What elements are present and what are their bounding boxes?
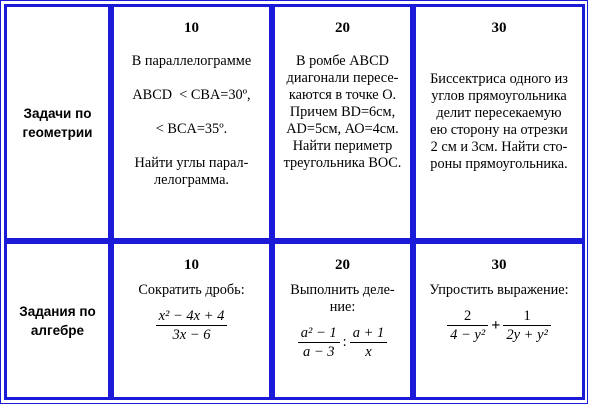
task-line: Найти периметр	[292, 138, 393, 154]
task-instruction: Сократить дробь:	[138, 282, 245, 298]
points-label: 10	[184, 257, 199, 273]
points-label: 20	[335, 257, 350, 273]
fraction-left	[298, 324, 340, 361]
task-text	[416, 282, 582, 344]
denominator: 3x − 6	[172, 327, 211, 343]
task-line: делит пересекаемую	[436, 105, 562, 121]
task-line: углов прямоугольника	[431, 88, 567, 104]
task-instruction: Упростить выражение:	[429, 282, 569, 298]
points-label: 30	[491, 20, 507, 36]
task-instruction: ние:	[329, 299, 356, 315]
algebra-label: Задания по алгебре	[19, 303, 96, 338]
task-line: 2 см и 3см. Найти сто-	[430, 139, 568, 155]
points-label: 10	[184, 20, 199, 36]
denominator: a − 3	[302, 344, 335, 360]
task-instruction: Выполнить деле-	[290, 282, 395, 298]
task-text	[275, 282, 410, 361]
geometry-task-10	[111, 4, 272, 241]
task-line: роны прямоугольника.	[430, 156, 568, 172]
fraction-right	[350, 324, 388, 361]
fraction-left	[447, 307, 488, 344]
task-line: ею сторону на отрезки	[430, 122, 568, 138]
points-label: 30	[491, 257, 507, 273]
numerator: x² − 4x + 4	[156, 307, 228, 326]
row-label-geometry	[4, 4, 111, 241]
operator: +	[491, 317, 501, 334]
geometry-task-30	[413, 4, 585, 241]
task-line: треугольника BOC.	[283, 155, 402, 171]
task-text	[275, 53, 410, 172]
geometry-task-20	[272, 4, 413, 241]
division-expression	[278, 324, 407, 361]
algebra-task-30	[413, 241, 585, 400]
task-line: Найти углы парал-	[134, 155, 249, 171]
task-line: В ромбе ABCD	[296, 53, 389, 69]
task-text	[416, 71, 582, 173]
task-line: диагонали пересе-	[286, 70, 399, 86]
task-line: Причем BD=6см,	[289, 104, 396, 120]
task-line: < BCA=35º.	[155, 121, 228, 137]
task-line: ABCD < CBA=30º,	[132, 87, 251, 103]
task-line: AD=5см, АО=4см.	[286, 121, 399, 137]
denominator: x	[365, 344, 372, 360]
task-line: лелограмма.	[153, 172, 230, 188]
algebra-task-10	[111, 241, 272, 400]
fraction	[156, 307, 228, 344]
row-label-algebra	[4, 241, 111, 400]
task-text	[114, 53, 269, 189]
numerator: a + 1	[350, 324, 388, 343]
numerator: a² − 1	[298, 324, 340, 343]
algebra-task-20	[272, 241, 413, 400]
operator: :	[342, 334, 347, 350]
numerator: 2	[447, 307, 488, 326]
geometry-label: Задачи по геометрии	[22, 105, 93, 140]
task-line: каются в точке О.	[288, 87, 397, 103]
fraction-right	[503, 307, 551, 344]
numerator: 1	[503, 307, 551, 326]
sum-expression	[419, 307, 579, 344]
denominator: 2y + y²	[506, 327, 548, 343]
points-label: 20	[335, 20, 350, 36]
task-line: Биссектриса одного из	[430, 71, 568, 87]
task-line: В параллелограмме	[131, 53, 252, 69]
fraction-expression	[117, 307, 266, 344]
denominator: 4 − y²	[450, 327, 486, 343]
task-text	[114, 282, 269, 344]
